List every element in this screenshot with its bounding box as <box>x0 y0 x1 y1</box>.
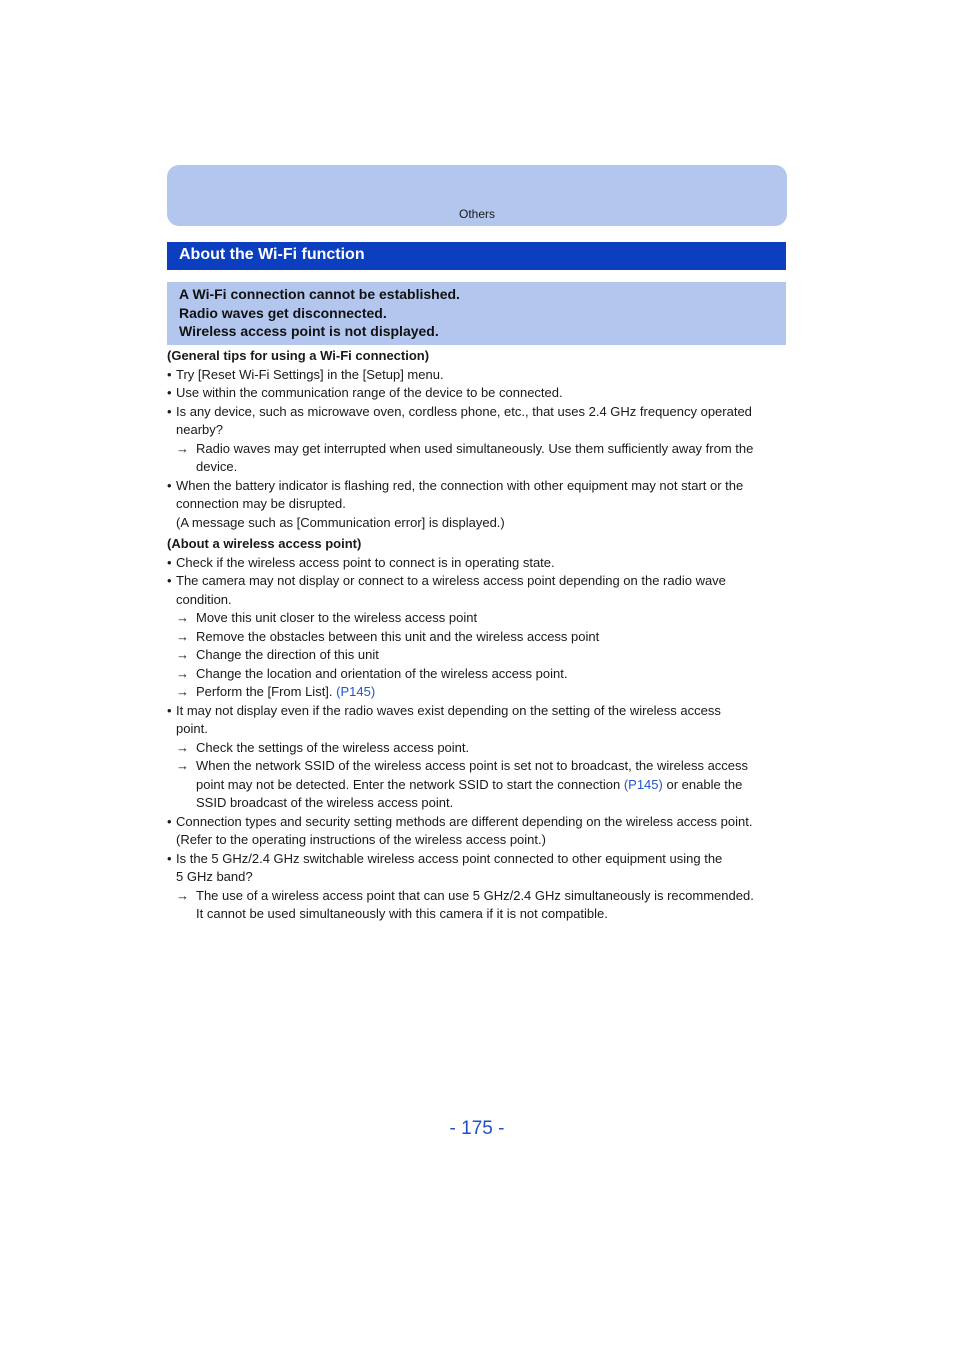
note-text: (A message such as [Communication error] is displayed.) <box>176 514 505 530</box>
access-point-heading: (About a wireless access point) <box>167 536 362 551</box>
list-item: → When the network SSID of the wireless access point is set not to broadcast, the wireless access point may not be detected. Enter the network SSID to start the connection (P145) or enable the SSID broadcast of the wireless access point. <box>176 758 749 810</box>
list-item: → The use of a wireless access point that can use 5 GHz/2.4 GHz simultaneously is recommended. It cannot be used simultaneously with this camera if it is not compatible. <box>176 887 754 921</box>
arrow-right-icon: → <box>176 647 189 662</box>
bullet-icon: • <box>167 702 172 718</box>
bullet-icon: • <box>167 366 172 382</box>
section-title: About the Wi-Fi function <box>179 246 365 263</box>
list-item: → Change the direction of this unit <box>167 646 791 665</box>
arrow-right-icon: → <box>176 628 189 644</box>
list-item: → Move this unit closer to the wireless access point <box>167 609 791 628</box>
list-item: • Check if the wireless access point to connect is in operating state. <box>167 554 791 573</box>
bullet-icon: • <box>167 554 172 570</box>
list-item: → Perform the [From List]. (P145) <box>167 683 791 702</box>
page-link-p145[interactable]: (P145) <box>336 684 376 699</box>
list-item: • When the battery indicator is flashing red, the connection with other equipment may not start or the connection may be disrupted. <box>167 477 744 511</box>
problem-line: A Wi-Fi connection cannot be established. <box>179 286 460 302</box>
section-title-bar <box>167 242 786 270</box>
list-item: → Radio waves may get interrupted when used simultaneously. Use them sufficiently away from the device. <box>176 440 754 474</box>
list-item: → Change the location and orientation of the wireless access point. <box>167 665 791 684</box>
page-number: - 175 - <box>449 1118 505 1139</box>
note-text: (Refer to the operating instructions of the wireless access point.) <box>176 832 546 847</box>
header-band <box>167 165 787 226</box>
general-tips-heading: (General tips for using a Wi-Fi connection) <box>167 348 430 363</box>
problem-box <box>167 282 786 345</box>
arrow-right-icon: → <box>176 440 189 456</box>
chapter-label: Others <box>458 207 495 221</box>
bullet-icon: • <box>167 573 172 588</box>
bullet-icon: • <box>167 385 172 400</box>
arrow-right-icon: → <box>176 887 189 903</box>
arrow-right-icon: → <box>176 665 189 681</box>
list-item: → Remove the obstacles between this unit and the wireless access point <box>167 628 791 647</box>
bullet-icon: • <box>167 477 172 493</box>
problem-line: Wireless access point is not displayed. <box>179 323 439 339</box>
arrow-right-icon: → <box>176 684 189 699</box>
list-item: • The camera may not display or connect to a wireless access point depending on the radio wave condition. <box>167 573 726 607</box>
arrow-right-icon: → <box>176 758 189 773</box>
problem-line: Radio waves get disconnected. <box>179 304 387 321</box>
list-item: → Check the settings of the wireless access point. <box>167 739 791 758</box>
bullet-icon: • <box>167 850 172 866</box>
list-item: • Try [Reset Wi-Fi Settings] in the [Setup] menu. <box>167 366 791 385</box>
list-item: • Connection types and security setting methods are different depending on the wireless access point. <box>167 813 791 832</box>
arrow-right-icon: → <box>176 739 189 755</box>
bullet-icon: • <box>167 813 172 829</box>
arrow-right-icon: → <box>176 610 189 625</box>
list-item: • Is the 5 GHz/2.4 GHz switchable wireless access point connected to other equipment using the 5 GHz band? <box>167 850 723 884</box>
body-text <box>167 347 791 924</box>
list-item: • It may not display even if the radio waves exist depending on the setting of the wireless access point. <box>167 702 721 736</box>
bullet-icon: • <box>167 403 172 419</box>
list-item: • Use within the communication range of the device to be connected. <box>167 384 791 403</box>
list-item: • Is any device, such as microwave oven, cordless phone, etc., that uses 2.4 GHz frequency operated nearby? <box>167 403 752 437</box>
page-link-p145[interactable]: (P145) <box>623 776 663 792</box>
